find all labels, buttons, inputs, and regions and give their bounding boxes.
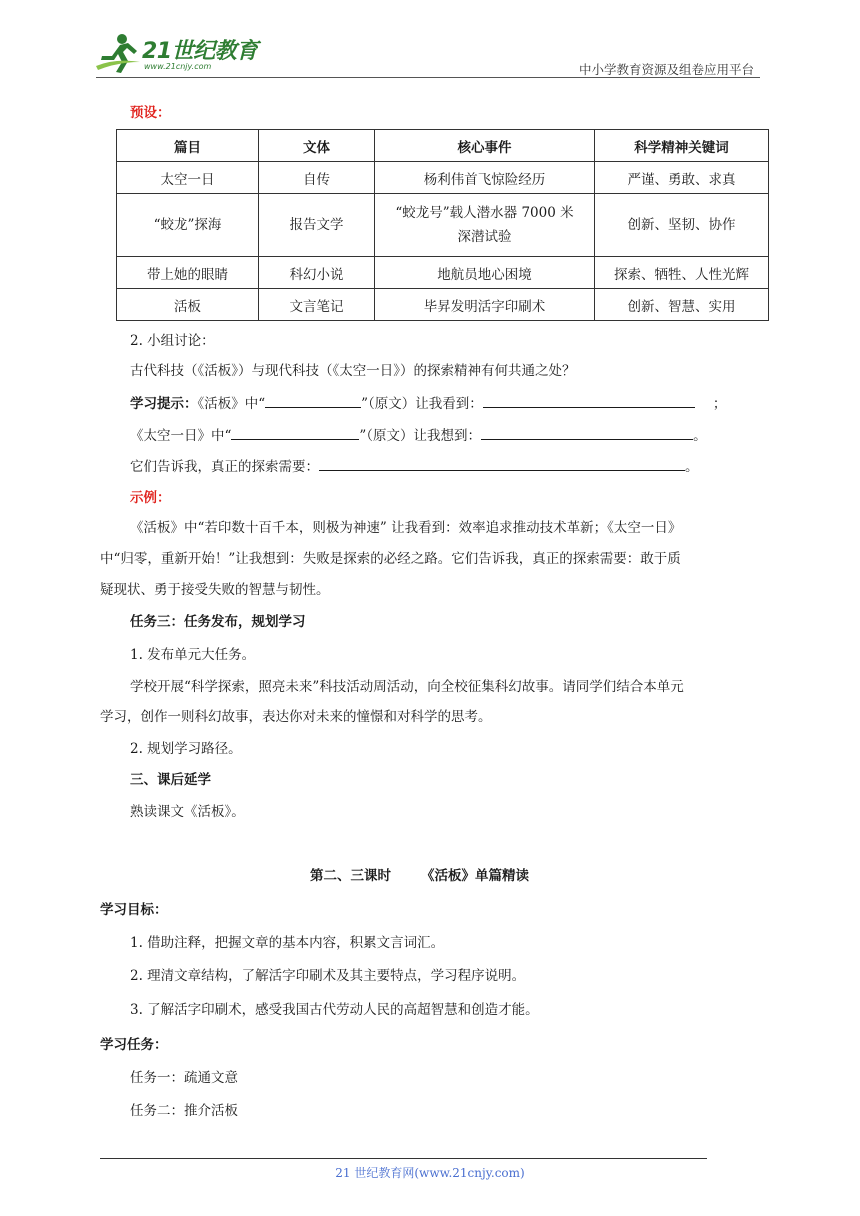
- table-cell: 太空一日: [117, 162, 259, 194]
- table-header-row: [117, 130, 769, 162]
- hint-text: ”（原文）让我看到：: [361, 396, 483, 412]
- header-divider: [96, 77, 760, 78]
- table-cell: 创新、坚韧、协作: [595, 194, 769, 257]
- footer-divider: [100, 1158, 707, 1159]
- table-cell-line: 深潜试验: [457, 229, 512, 245]
- hint-text: 它们告诉我，真正的探索需要：: [130, 459, 319, 475]
- table-cell: 科幻小说: [259, 257, 375, 289]
- after-class-text: 熟读课文《活板》。: [130, 804, 245, 820]
- table-header-cell: 科学精神关键词: [595, 130, 769, 162]
- table-cell: 严谨、勇敢、求真: [595, 162, 769, 194]
- table-cell: 毕昇发明活字印刷术: [375, 289, 595, 321]
- table-header-cell: 核心事件: [375, 130, 595, 162]
- table-header-cell: 篇目: [117, 130, 259, 162]
- table-row: [117, 257, 769, 289]
- table-row: [117, 162, 769, 194]
- example-label: 示例：: [130, 490, 171, 506]
- task3-item: 1. 发布单元大任务。: [130, 647, 256, 663]
- platform-name: 中小学教育资源及组卷应用平台: [578, 62, 754, 77]
- summary-table: [116, 129, 769, 321]
- answer-blank[interactable]: [231, 425, 359, 440]
- lesson-number: 第二、三课时: [310, 868, 391, 884]
- tasks-label: 学习任务：: [100, 1037, 168, 1053]
- task-item: 任务二：推介活板: [130, 1103, 238, 1119]
- footer-link[interactable]: 21 世纪教育网(www.21cnjy.com): [335, 1166, 525, 1180]
- table-cell: [375, 194, 595, 257]
- logo-url: www.21cnjy.com: [144, 62, 212, 71]
- hint-line-2: [130, 425, 707, 446]
- goal-item: 3. 了解活字印刷术，感受我国古代劳动人民的高超智慧和创造才能。: [130, 1002, 539, 1018]
- table-cell-line: “蛟龙号”载人潜水器 7000 米: [395, 205, 574, 221]
- lesson-topic: 《活板》单篇精读: [421, 868, 529, 884]
- task3-paragraph-line: 学习，创作一则科幻故事，表达你对未来的憧憬和对科学的思考。: [100, 709, 492, 725]
- hint-text: 《活板》中“: [197, 396, 266, 412]
- task-item: 任务一：疏通文意: [130, 1070, 238, 1086]
- runner-icon: [96, 32, 140, 74]
- table-header-cell: 文体: [259, 130, 375, 162]
- example-text-line: 中“归零，重新开始！”让我想到：失败是探索的必经之路。它们告诉我，真正的探索需要：敢于质: [100, 551, 681, 567]
- logo-text: 21世纪教育: [142, 39, 258, 64]
- hint-text: ；: [712, 396, 727, 412]
- hint-line-3: [130, 456, 699, 477]
- hint-text: 。: [685, 459, 699, 475]
- table-row: [117, 194, 769, 257]
- answer-blank[interactable]: [319, 456, 685, 471]
- table-cell: 带上她的眼睛: [117, 257, 259, 289]
- table-cell: 活板: [117, 289, 259, 321]
- task3-paragraph-line: 学校开展“科学探索，照亮未来”科技活动周活动，向全校征集科幻故事。请同学们结合本单元: [130, 679, 684, 695]
- answer-blank[interactable]: [483, 393, 695, 408]
- after-class-title: 三、课后延学: [130, 772, 211, 788]
- table-cell: 自传: [259, 162, 375, 194]
- example-text-line: 《活板》中“若印数十百千本，则极为神速” 让我看到：效率追求推动技术革新；《太空一日》: [130, 520, 682, 536]
- discussion-title: 2. 小组讨论：: [130, 333, 215, 349]
- answer-blank[interactable]: [265, 393, 361, 408]
- table-cell: 杨利伟首飞惊险经历: [375, 162, 595, 194]
- table-cell: 地航员地心困境: [375, 257, 595, 289]
- table-cell: 文言笔记: [259, 289, 375, 321]
- task3-title: 任务三：任务发布，规划学习: [130, 614, 306, 630]
- table-cell: “蛟龙”探海: [117, 194, 259, 257]
- answer-blank[interactable]: [481, 425, 693, 440]
- hint-line-1: [130, 393, 726, 414]
- page-header: [96, 28, 760, 80]
- task3-item: 2. 规划学习路径。: [130, 741, 242, 757]
- table-row: [117, 289, 769, 321]
- discussion-question: 古代科技（《活板》）与现代科技（《太空一日》）的探索精神有何共通之处？: [130, 363, 576, 379]
- example-text-line: 疑现状、勇于接受失败的智慧与韧性。: [100, 582, 330, 598]
- goal-item: 2. 理清文章结构，了解活字印刷术及其主要特点，学习程序说明。: [130, 968, 526, 984]
- table-cell: 报告文学: [259, 194, 375, 257]
- table-cell: 探索、牺牲、人性光辉: [595, 257, 769, 289]
- lesson-title: [310, 866, 529, 886]
- goal-item: 1. 借助注释，把握文章的基本内容，积累文言词汇。: [130, 935, 445, 951]
- hint-text: 《太空一日》中“: [130, 428, 232, 444]
- hint-text: 。: [693, 428, 707, 444]
- preset-label: 预设：: [130, 105, 171, 121]
- hint-text: ”（原文）让我想到：: [359, 428, 482, 444]
- table-cell: 创新、智慧、实用: [595, 289, 769, 321]
- hint-label: 学习提示：: [130, 396, 198, 412]
- site-logo[interactable]: [96, 32, 266, 76]
- goals-label: 学习目标：: [100, 902, 168, 918]
